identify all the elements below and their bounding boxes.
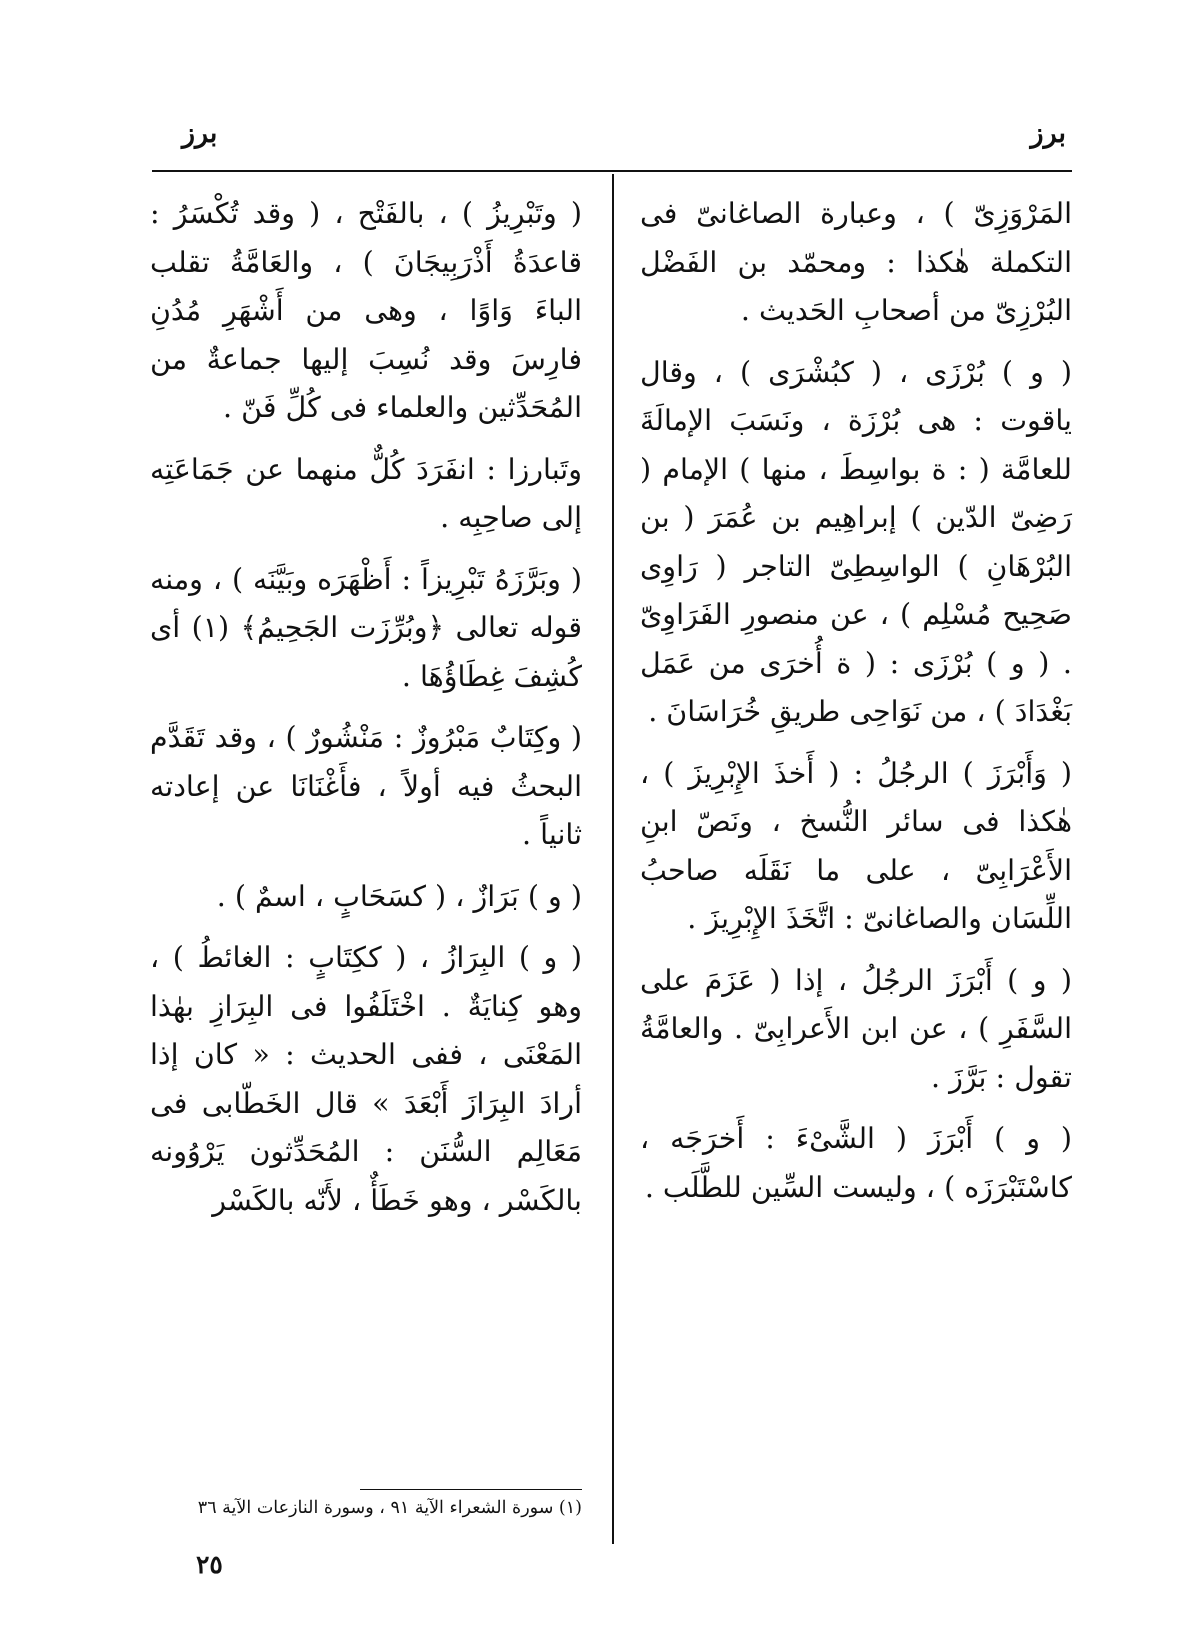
footnote-rule: [360, 1489, 582, 1490]
page-number: ٢٥: [196, 1550, 223, 1579]
paragraph: ( وَأَبْرَزَ ) الرجُلُ : ( أَخذَ الإِبْرِيزَ ) ، هٰكذا فى سائر النُّسخ ، ونَصّ ابنِ الأَعْرَابِىّ ، على ما نَقَلَه صاحبُ اللِّسَان والصاغانىّ : اتَّخَذَ الإِبْرِيزَ .: [640, 756, 1072, 935]
paragraph: ( وبَرَّزَهُ تَبْرِيزاً : أَظْهَرَه وبَيَّنَه ) ، ومنه قوله تعالى ﴿وبُرِّزَت الجَحِيمُ﴾ (١) أى كُشِفَ غِطَاؤُهَا .: [150, 562, 582, 693]
left-column: [150, 190, 582, 1238]
right-column: [640, 190, 1072, 1225]
column-divider: [612, 174, 614, 1544]
header-rule: [152, 170, 1072, 172]
paragraph: ( وتَبْرِيزُ ) ، بالفَتْح ، ( وقد تُكْسَرُ : قاعدَةُ أَذْرَبِيجَانَ ) ، والعَامَّةُ تقلب الباءَ وَاوًا ، وهى من أَشْهَرِ مُدُنِ فارِسَ وقد نُسِبَ إليها جماعةٌ من المُحَدِّثين والعلماء فى كُلِّ فَنّ .: [150, 197, 582, 424]
paragraph: المَرْوَزِىّ ) ، وعبارة الصاغانىّ فى التكملة هٰكذا : ومحمّد بن الفَضْل البُرْزِىّ من أصحابِ الحَديث .: [640, 197, 1072, 327]
header-word-right: برز: [1030, 118, 1066, 149]
paragraph: ( و ) بُرْزَى ، ( كبُشْرَى ) ، وقال ياقوت : هى بُرْزَة ، ونَسَبَ الإمالَةَ للعامَّة ( : ة بواسِطَ ، منها ) الإمام ( رَضِىّ الدّين ) إبراهِيم بن عُمَرَ ( بن البُرْهَانِ ) الواسِطِىّ التاجر ( رَاوِى صَحِيح مُسْلِم ) ، عن منصورِ الفَرَاوِىّ . ( و ) بُرْزَى : ( ة أُخرَى من عَمَل بَغْدَادَ ) ، من نَوَاحِى طريقِ خُرَاسَانَ .: [640, 355, 1072, 728]
footnote: (١) سورة الشعراء الآية ٩١ ، وسورة النازعات الآية ٣٦: [197, 1498, 582, 1518]
paragraph: وتَبارزا : انفَرَدَ كُلٌّ منهما عن جَمَاعَتِه إلى صاحِبِه .: [150, 452, 582, 534]
paragraph: ( و ) أَبْرَزَ الرجُلُ ، إذا ( عَزَمَ على السَّفَرِ ) ، عن ابن الأَعرابِىّ . والعامَّةُ تقول : بَرَّزَ .: [640, 963, 1072, 1094]
paragraph: ( و ) أَبْرَزَ ( الشَّىْءَ : أَخرَجَه ، كاسْتَبْرَزَه ) ، وليست السِّين للطَّلَب .: [640, 1122, 1072, 1204]
paragraph: ( و ) بَرَازٌ ، ( كسَحَابٍ ، اسمٌ ) .: [216, 879, 582, 913]
paragraph: ( وكِتَابٌ مَبْرُوزٌ : مَنْشُورٌ ) ، وقد تَقَدَّم البحثُ فيه أولاً ، فأَغْنَانَا عن إعادته ثانياً .: [150, 721, 582, 851]
paragraph: ( و ) البِرَازُ ، ( ككِتَابٍ : الغائطُ ) ، وهو كِنايَةٌ . اخْتَلَفُوا فى البِرَازِ بهٰذا المَعْنَى ، ففى الحديث : « كان إذا أرادَ البِرَازَ أَبْعَدَ » قال الخَطّابى فى مَعَالِم السُّنَن : المُحَدِّثون يَرْوُونه بالكَسْر ، وهو خَطَأٌ ، لأَنّه بالكَسْر: [150, 941, 582, 1217]
header-word-left: برز: [182, 118, 218, 149]
